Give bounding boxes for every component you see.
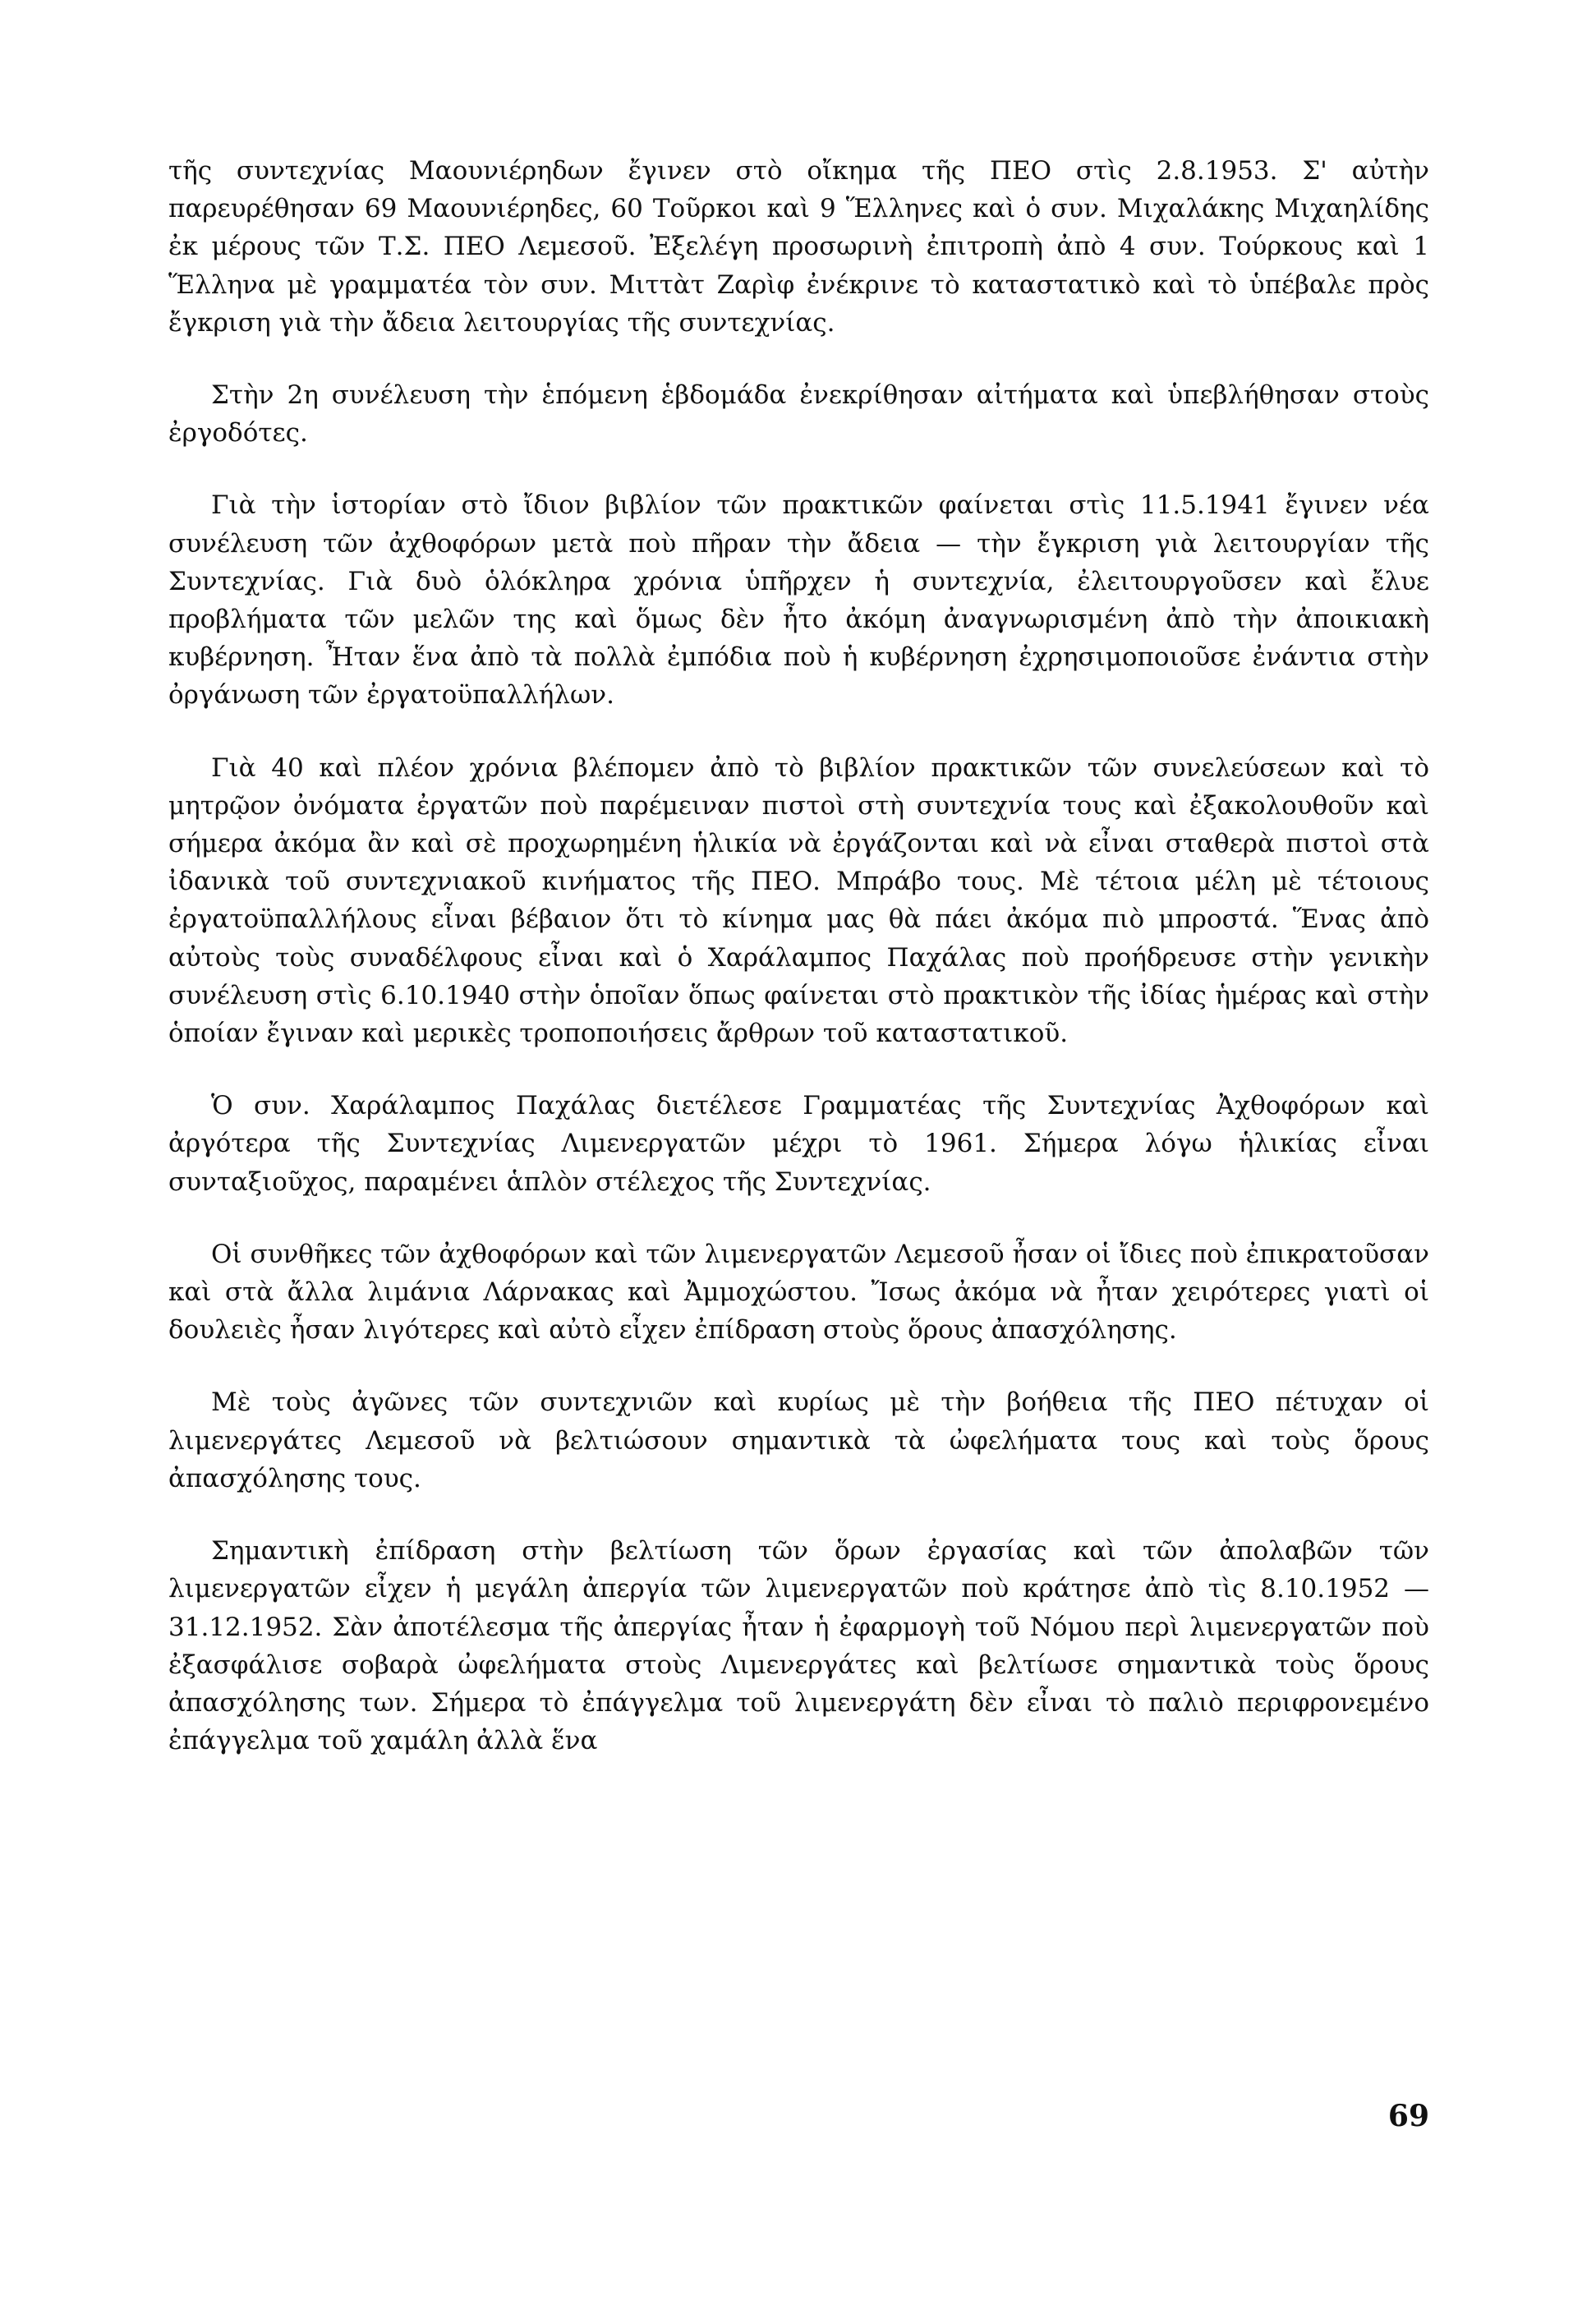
paragraph: Γιὰ τὴν ἱστορίαν στὸ ἴδιον βιβλίον τῶν πρακτικῶν φαίνεται στὶς 11.5.1941 ἔγινεν νέα συνέλευση τῶν ἀχθοφόρων μετὰ ποὺ πῆραν τὴν ἄδεια — τὴν ἔγκριση γιὰ λειτουργίαν τῆς Συντεχνίας. Γιὰ δυὸ ὁλόκληρα χρόνια ὑπῆρχεν ἡ συντεχνία, ἐλειτουργοῦσεν καὶ ἔλυε προβλήματα τῶν μελῶν της καὶ ὅμως δὲν ἦτο ἀκόμη ἀναγνωρισμένη ἀπὸ τὴν ἀποικιακὴ κυβέρνηση. Ἦταν ἕνα ἀπὸ τὰ πολλὰ ἐμπόδια ποὺ ἡ κυβέρνηση ἐχρησιμοποιοῦσε ἐνάντια στὴν ὀργάνωση τῶν ἐργατοϋπαλλήλων.: [168, 490, 1429, 711]
paragraph: Γιὰ 40 καὶ πλέον χρόνια βλέπομεν ἀπὸ τὸ βιβλίον πρακτικῶν τῶν συνελεύσεων καὶ τὸ μητρῷον ὀνόματα ἐργατῶν ποὺ παρέμειναν πιστοὶ στὴ συντεχνία τους καὶ ἐξακολουθοῦν καὶ σήμερα ἀκόμα ἂν καὶ σὲ προχωρημένη ἡλικία νὰ ἐργάζονται καὶ νὰ εἶναι σταθερὰ πιστοὶ στὰ ἰδανικὰ τοῦ συντεχνιακοῦ κινήματος τῆς ΠΕΟ. Μπράβο τους. Μὲ τέτοια μέλη μὲ τέτοιους ἐργατοϋπαλλήλους εἶναι βέβαιον ὅτι τὸ κίνημα μας θὰ πάει ἀκόμα πιὸ μπροστά. Ἕνας ἀπὸ αὐτοὺς τοὺς συναδέλφους εἶναι καὶ ὁ Χαράλαμπος Παχάλας ποὺ προήδρευσε στὴν γενικὴν συνέλευση στὶς 6.10.1940 στὴν ὁποῖαν ὅπως φαίνεται στὸ πρακτικὸν τῆς ἰδίας ἡμέρας καὶ στὴν ὁποίαν ἔγιναν καὶ μερικὲς τροποποιήσεις ἄρθρων τοῦ καταστατικοῦ.: [168, 752, 1429, 1049]
paragraph: Μὲ τοὺς ἀγῶνες τῶν συντεχνιῶν καὶ κυρίως μὲ τὴν βοήθεια τῆς ΠΕΟ πέτυχαν οἱ λιμενεργάτες Λεμεσοῦ νὰ βελτιώσουν σημαντικὰ τὰ ὠφελήματα τους καὶ τοὺς ὅρους ἀπασχόλησης τους.: [168, 1387, 1429, 1493]
page-body-text: [168, 152, 1429, 1794]
paragraph-continued: τῆς συντεχνίας Μαουνιέρηδων ἔγινεν στὸ οἴκημα τῆς ΠΕΟ στὶς 2.8.1953. Σ' αὐτὴν παρευρέθησαν 69 Μαουνιέρηδες, 60 Τοῦρκοι καὶ 9 Ἕλληνες καὶ ὁ συν. Μιχαλάκης Μιχαηλίδης ἐκ μέρους τῶν Τ.Σ. ΠΕΟ Λεμεσοῦ. Ἐξελέγη προσωρινὴ ἐπιτροπὴ ἀπὸ 4 συν. Τούρκους καὶ 1 Ἕλληνα μὲ γραμματέα τὸν συν. Μιττὰτ Ζαρὶφ ἐνέκρινε τὸ καταστατικὸ καὶ τὸ ὑπέβαλε πρὸς ἔγκριση γιὰ τὴν ἄδεια λειτουργίας τῆς συντεχνίας.: [168, 156, 1429, 338]
page-number: 69: [1387, 2099, 1429, 2133]
paragraph: Στὴν 2η συνέλευση τὴν ἑπόμενη ἑβδομάδα ἐνεκρίθησαν αἰτήματα καὶ ὑπεβλήθησαν στοὺς ἐργοδότες.: [168, 380, 1429, 449]
paragraph: Οἱ συνθῆκες τῶν ἀχθοφόρων καὶ τῶν λιμενεργατῶν Λεμεσοῦ ἦσαν οἱ ἴδιες ποὺ ἐπικρατοῦσαν καὶ στὰ ἄλλα λιμάνια Λάρνακας καὶ Ἀμμοχώστου. Ἴσως ἀκόμα νὰ ἦταν χειρότερες γιατὶ οἱ δουλειὲς ἦσαν λιγότερες καὶ αὐτὸ εἶχεν ἐπίδραση στοὺς ὅρους ἀπασχόλησης.: [168, 1239, 1429, 1346]
paragraph: Ὁ συν. Χαράλαμπος Παχάλας διετέλεσε Γραμματέας τῆς Συντεχνίας Ἀχθοφόρων καὶ ἀργότερα τῆς Συντεχνίας Λιμενεργατῶν μέχρι τὸ 1961. Σήμερα λόγω ἡλικίας εἶναι συνταξιοῦχος, παραμένει ἁπλὸν στέλεχος τῆς Συντεχνίας.: [168, 1091, 1429, 1197]
paragraph: Σημαντικὴ ἐπίδραση στὴν βελτίωση τῶν ὅρων ἐργασίας καὶ τῶν ἀπολαβῶν τῶν λιμενεργατῶν εἶχεν ἡ μεγάλη ἀπεργία τῶν λιμενεργατῶν ποὺ κράτησε ἀπὸ τὶς 8.10.1952 — 31.12.1952. Σὰν ἀποτέλεσμα τῆς ἀπεργίας ἦταν ἡ ἐφαρμογὴ τοῦ Νόμου περὶ λιμενεργατῶν ποὺ ἐξασφάλισε σοβαρὰ ὠφελήματα στοὺς Λιμενεργάτες καὶ βελτίωσε σημαντικὰ τοὺς ὅρους ἀπασχόλησης των. Σήμερα τὸ ἐπάγγελμα τοῦ λιμενεργάτη δὲν εἶναι τὸ παλιὸ περιφρονεμένο ἐπάγγελμα τοῦ χαμάλη ἀλλὰ ἕνα: [168, 1536, 1429, 1756]
